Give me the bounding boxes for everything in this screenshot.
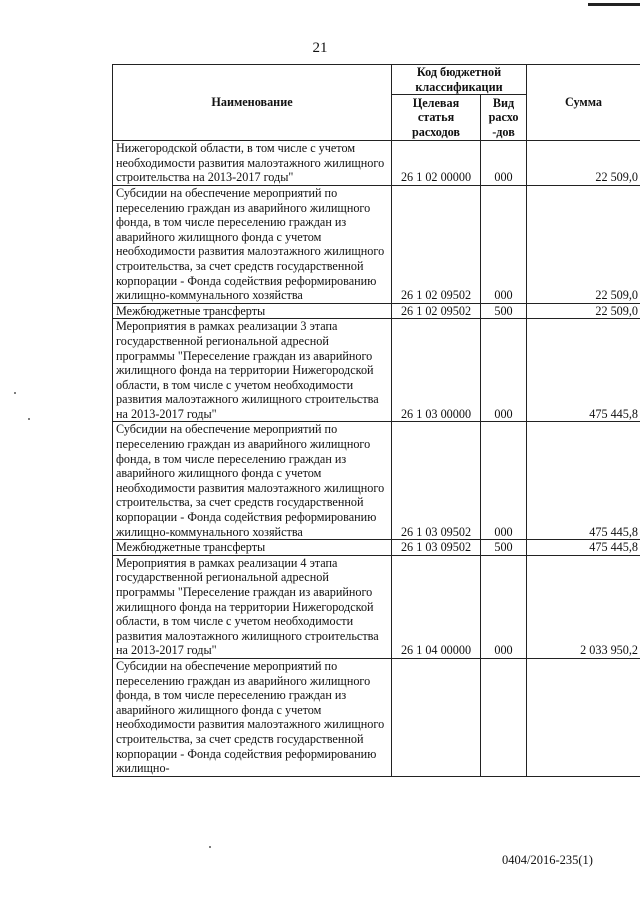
table-row [113, 555, 640, 658]
table-row [113, 540, 640, 556]
row-amount [527, 658, 640, 776]
table-header-row [113, 65, 640, 95]
row-target-article: 26 1 02 00000 [392, 141, 481, 186]
row-name: Субсидии на обеспечение мероприятий по переселению граждан из аварийного жилищного фонда, в том числе переселению граждан из аварийного жилищного фонда с учетом необходимости развития малоэтажного жилищного строительства, за счет средств государственной корпорации - Фонда содействия реформированию жилищно- [113, 658, 392, 776]
row-expense-type: 000 [481, 422, 527, 540]
row-expense-type: 000 [481, 141, 527, 186]
row-target-article: 26 1 02 09502 [392, 303, 481, 319]
table-row [113, 422, 640, 540]
scan-speck [14, 392, 16, 394]
row-target-article: 26 1 02 09502 [392, 185, 481, 303]
row-name: Субсидии на обеспечение мероприятий по переселению граждан из аварийного жилищного фонда, в том числе переселению граждан из аварийного жилищного фонда с учетом необходимости развития малоэтажного жилищного строительства, за счет средств государственной корпорации - Фонда содействия реформированию жилищно-коммунального хозяйства [113, 185, 392, 303]
row-name: Субсидии на обеспечение мероприятий по переселению граждан из аварийного жилищного фонда, в том числе переселению граждан из аварийного жилищного фонда с учетом необходимости развития малоэтажного жилищного строительства, за счет средств государственной корпорации - Фонда содействия реформированию жилищно-коммунального хозяйства [113, 422, 392, 540]
column-header-amount: Сумма [527, 65, 640, 141]
table-row [113, 303, 640, 319]
row-expense-type [481, 658, 527, 776]
row-expense-type: 000 [481, 185, 527, 303]
row-amount: 22 509,0 [527, 303, 640, 319]
row-target-article: 26 1 03 09502 [392, 422, 481, 540]
row-target-article: 26 1 04 00000 [392, 555, 481, 658]
row-name: Межбюджетные трансферты [113, 303, 392, 319]
row-name: Мероприятия в рамках реализации 4 этапа государственной региональной адресной программы "Переселение граждан из аварийного жилищного фонда на территории Нижегородской области, в том числе с учетом необходимости развития малоэтажного жилищного строительства на 2013-2017 годы" [113, 555, 392, 658]
row-expense-type: 500 [481, 303, 527, 319]
row-amount: 475 445,8 [527, 422, 640, 540]
column-header-expense-type: Вид расхо -дов [481, 95, 527, 141]
scan-speck [28, 418, 30, 420]
row-amount: 2 033 950,2 [527, 555, 640, 658]
column-header-target-article: Целевая статья расходов [392, 95, 481, 141]
column-header-budget-code: Код бюджетной классификации [392, 65, 527, 95]
table-row [113, 658, 640, 776]
document-code: 0404/2016-235(1) [502, 853, 593, 867]
table-row [113, 141, 640, 186]
budget-table [112, 64, 640, 777]
row-amount: 475 445,8 [527, 319, 640, 422]
row-expense-type: 000 [481, 555, 527, 658]
row-name: Мероприятия в рамках реализации 3 этапа государственной региональной адресной программы "Переселение граждан из аварийного жилищного фонда на территории Нижегородской области, в том числе с учетом необходимости развития малоэтажного жилищного строительства на 2013-2017 годы" [113, 319, 392, 422]
scan-top-rule [588, 3, 640, 6]
row-amount: 22 509,0 [527, 141, 640, 186]
row-amount: 22 509,0 [527, 185, 640, 303]
row-target-article [392, 658, 481, 776]
table-row [113, 185, 640, 303]
row-expense-type: 000 [481, 319, 527, 422]
row-expense-type: 500 [481, 540, 527, 556]
page-number: 21 [312, 40, 328, 56]
row-amount: 475 445,8 [527, 540, 640, 556]
column-header-name: Наименование [113, 65, 392, 141]
row-name: Межбюджетные трансферты [113, 540, 392, 556]
table-row [113, 319, 640, 422]
row-name: Нижегородской области, в том числе с учетом необходимости развития малоэтажного жилищного строительства на 2013-2017 годы" [113, 141, 392, 186]
scan-speck [209, 846, 211, 848]
row-target-article: 26 1 03 00000 [392, 319, 481, 422]
row-target-article: 26 1 03 09502 [392, 540, 481, 556]
